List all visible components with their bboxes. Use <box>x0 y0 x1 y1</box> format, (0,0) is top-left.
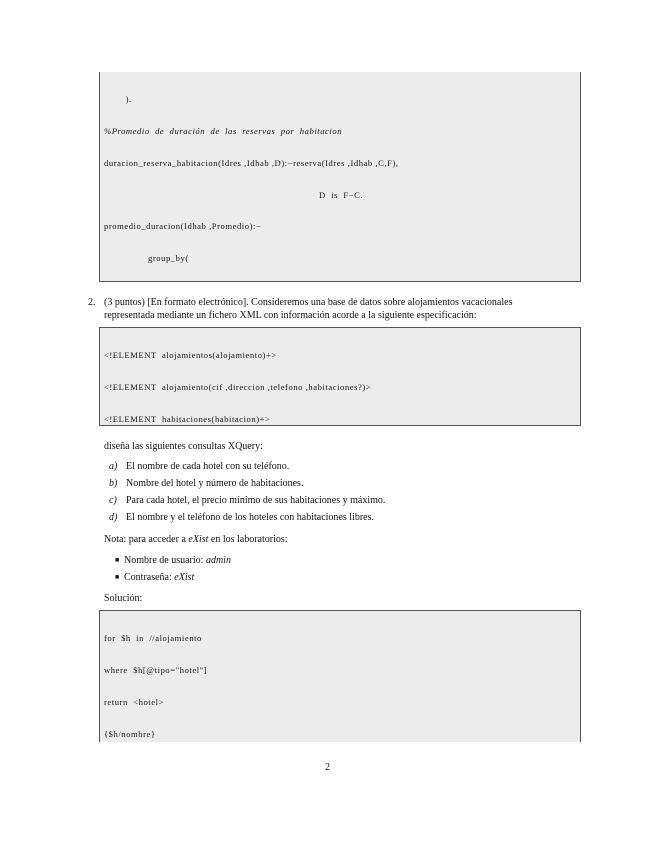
note-prefix: Nota: para acceder a <box>104 534 189 545</box>
queries-intro: diseña las siguientes consultas XQuery: <box>104 441 263 452</box>
access-note <box>104 533 288 546</box>
code-line: {$h/nombre} <box>104 728 156 739</box>
code-line: group_by( <box>148 253 189 264</box>
exercise-number: 2. <box>88 297 96 308</box>
exercise-statement-line2: representada mediante un fichero XML con información acorde a la siguiente especificación: <box>104 310 477 321</box>
solution-label: Solución: <box>104 593 143 604</box>
page-number: 2 <box>325 762 330 773</box>
code-line: D is F−C. <box>319 189 364 200</box>
bullet-icon: ■ <box>115 573 120 581</box>
code-line: return <hotel> <box>104 696 164 707</box>
query-text: Nombre del hotel y número de habitaciones. <box>126 478 304 489</box>
list-label: d) <box>109 512 118 523</box>
credential-password <box>115 572 194 583</box>
code-line: promedio_duracion(Idhab ,Promedio):− <box>104 221 262 232</box>
query-text: El nombre y el teléfono de los hoteles con habitaciones libres. <box>126 512 374 523</box>
code-line: <!ELEMENT alojamientos(alojamiento)+> <box>104 350 277 361</box>
query-item-d <box>109 512 374 523</box>
code-block-dtd <box>99 327 581 426</box>
list-label: a) <box>109 461 118 472</box>
note-app: eXist <box>188 534 209 545</box>
query-item-b <box>109 478 303 489</box>
code-line: where $h[@tipo="hotel"] <box>104 664 208 675</box>
code-line: for $h in //alojamiento <box>104 633 202 644</box>
exercise-statement-line1: (3 puntos) [En formato electrónico]. Consideremos una base de datos sobre alojamientos vacacionales <box>104 297 513 308</box>
list-label: c) <box>109 495 117 506</box>
code-comment: %Promedio de duración de las reservas por habitacion <box>104 125 343 136</box>
code-line: <!ELEMENT habitaciones(habitacion)+> <box>104 413 271 424</box>
bullet-icon: ■ <box>115 556 120 564</box>
query-item-c <box>109 495 385 506</box>
code-block-xquery <box>99 610 581 742</box>
query-item-a <box>109 461 289 472</box>
query-text: Para cada hotel, el precio mínimo de sus habitaciones y máximo. <box>126 495 386 506</box>
code-line: <!ELEMENT alojamiento(cif ,direccion ,telefono ,habitaciones?)> <box>104 381 372 392</box>
code-line: duracion_reserva_habitacion(Idres ,Idhab ,D):−reserva(Idres ,Idhab ,C,F), <box>104 157 399 168</box>
list-label: b) <box>109 478 118 489</box>
credential-value: admin <box>205 555 231 566</box>
credential-username <box>115 555 231 566</box>
code-line: ). <box>104 94 132 105</box>
credential-label: Contraseña: <box>124 572 175 583</box>
credential-label: Nombre de usuario: <box>124 555 206 566</box>
code-block-prolog <box>99 72 581 282</box>
credential-value: eXist <box>174 572 195 583</box>
query-text: El nombre de cada hotel con su teléfono. <box>126 461 290 472</box>
note-suffix: en los laboratorios: <box>208 534 288 545</box>
